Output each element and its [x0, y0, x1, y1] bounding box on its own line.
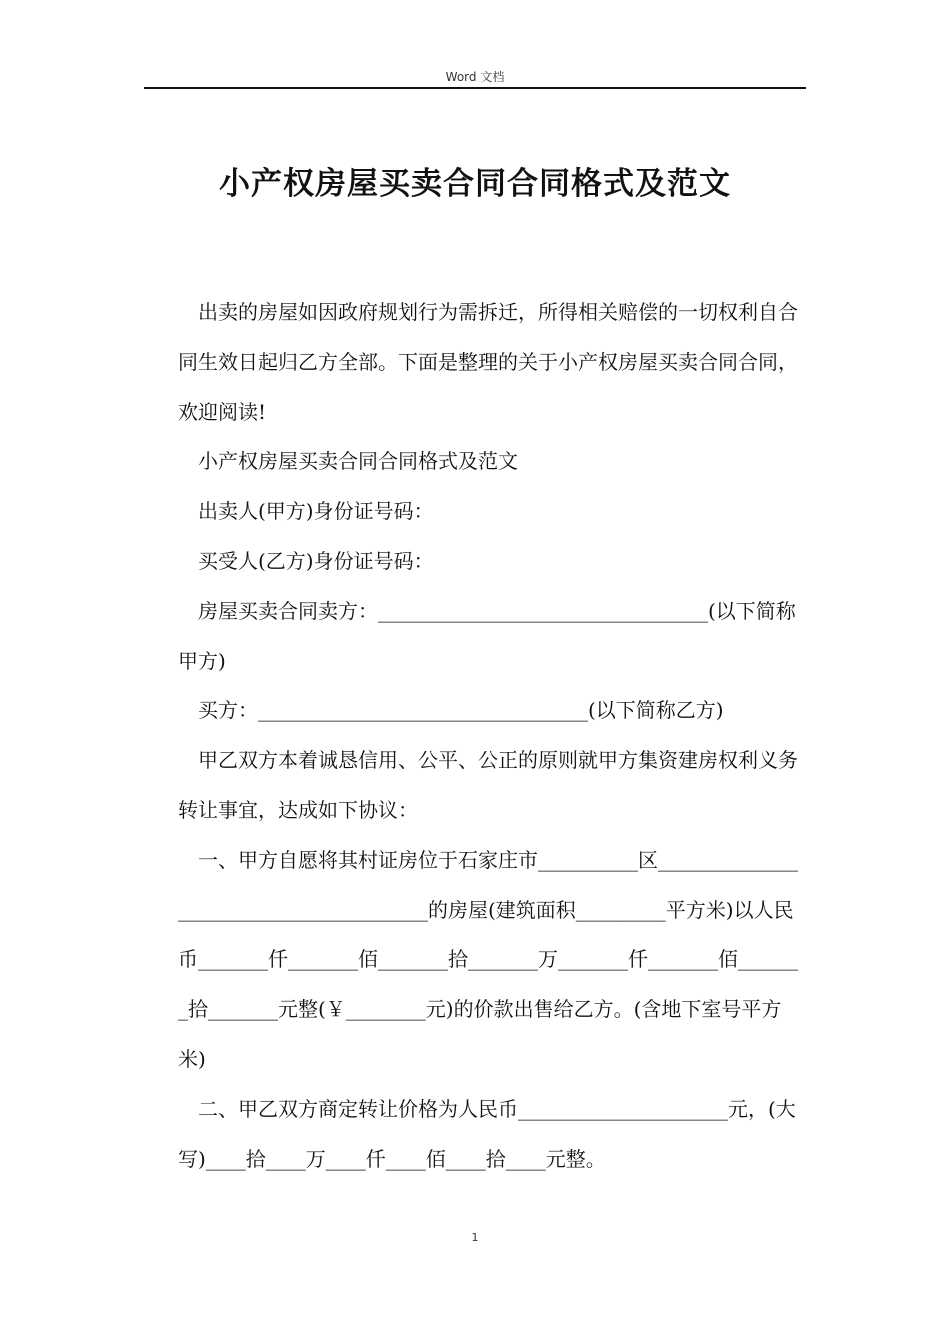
paragraph-intro: 出卖的房屋如因政府规划行为需拆迁，所得相关赔偿的一切权利自合同生效日起归乙方全部。下面是整理的关于小产权房屋买卖合同合同，欢迎阅读! — [178, 300, 798, 424]
paragraph-buyer: 买方：_________________________________(以下简称乙方) — [198, 698, 724, 723]
document-title: 小产权房屋买卖合同合同格式及范文 — [219, 166, 731, 202]
paragraph-agreement: 甲乙双方本着诚恳信用、公平、公正的原则就甲方集资建房权利义务转让事宜，达成如下协议： — [178, 748, 798, 822]
paragraph-seller-id: 出卖人(甲方)身份证号码： — [198, 499, 434, 524]
paragraph-clause-1: 一、甲方自愿将其村证房位于石家庄市__________区_______________________________________的房屋(建筑面积_________平方米)以人民币_______仟_______佰_______拾_______万_______仟_______佰_______拾_______元整(￥________元)的价款出售给乙方。(含地下室号平方米) — [178, 847, 798, 1071]
paragraph-buyer-id: 买受人(乙方)身份证号码： — [198, 548, 434, 573]
paragraph-clause-2: 二、甲乙双方商定转让价格为人民币_____________________元，(大写)____拾____万____仟____佰____拾____元整。 — [178, 1096, 796, 1171]
page-header: Word 文档 — [445, 70, 505, 84]
header-divider — [144, 87, 806, 89]
paragraph-subtitle: 小产权房屋买卖合同合同格式及范文 — [198, 449, 518, 474]
page-number: 1 — [471, 1231, 479, 1244]
paragraph-seller: 房屋买卖合同卖方：_________________________________(以下简称甲方) — [178, 598, 796, 673]
document-body — [178, 288, 806, 1184]
